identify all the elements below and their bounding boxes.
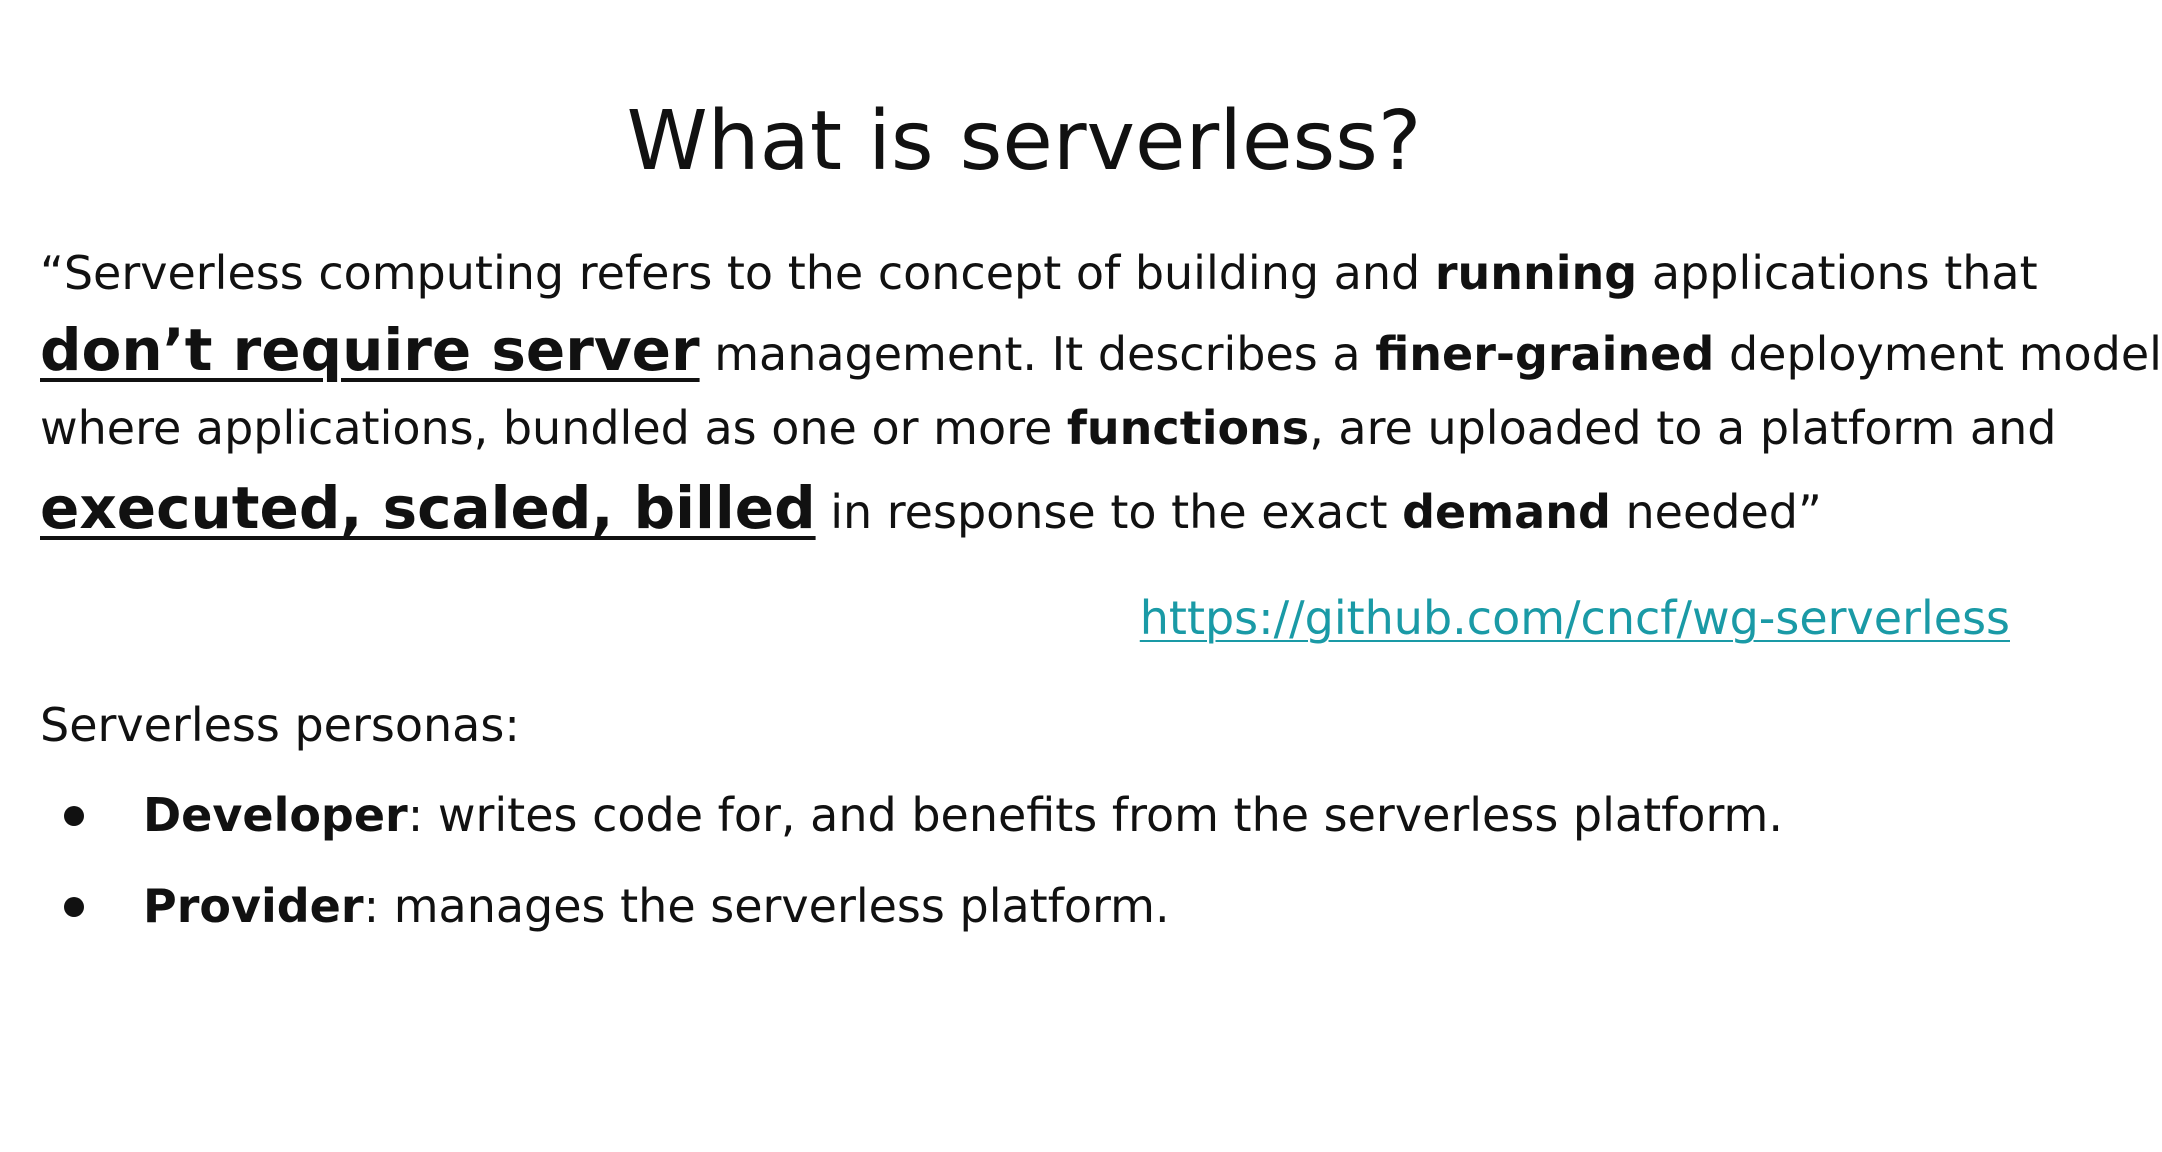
quote-emphasis-server: don’t require server: [40, 316, 700, 384]
quote-text: in response to the exact: [830, 485, 1388, 539]
persona-text: [143, 780, 1783, 850]
quote-line-3: [40, 393, 2057, 463]
persona-text: [143, 871, 1170, 941]
list-item: [0, 871, 2048, 941]
quote-text: management. It describes a: [714, 327, 1361, 381]
quote-text: , are uploaded to a platform and: [1309, 401, 2057, 455]
slide-title: What is serverless?: [626, 94, 1422, 189]
bullet-icon: [64, 806, 84, 826]
list-item: [0, 780, 2048, 850]
quote-bold-running: running: [1434, 246, 1638, 300]
quote-emphasis-billed: executed, scaled, billed: [40, 474, 816, 542]
quote-text: where applications, bundled as one or more: [40, 401, 1053, 455]
quote-bold-demand: demand: [1402, 485, 1611, 539]
quote-bold-functions: functions: [1066, 401, 1310, 455]
persona-name: Provider: [143, 879, 364, 933]
quote-line-1: [40, 238, 2038, 308]
quote-text: “Serverless computing refers to the concept of building and: [40, 246, 1421, 300]
quote-text: deployment model: [1728, 327, 2162, 381]
source-link[interactable]: https://github.com/cncf/wg-serverless: [1139, 591, 2010, 645]
quote-text: applications that: [1651, 246, 2038, 300]
bullet-icon: [64, 897, 84, 917]
persona-description: : manages the serverless platform.: [363, 879, 1170, 933]
quote-line-2: [40, 310, 2162, 390]
quote-text: needed”: [1625, 485, 1822, 539]
quote-bold-finer-grained: finer-grained: [1375, 327, 1715, 381]
personas-heading: Serverless personas:: [40, 698, 520, 752]
persona-name: Developer: [143, 788, 408, 842]
quote-line-4: [40, 468, 2008, 548]
persona-description: : writes code for, and benefits from the serverless platform.: [407, 788, 1783, 842]
